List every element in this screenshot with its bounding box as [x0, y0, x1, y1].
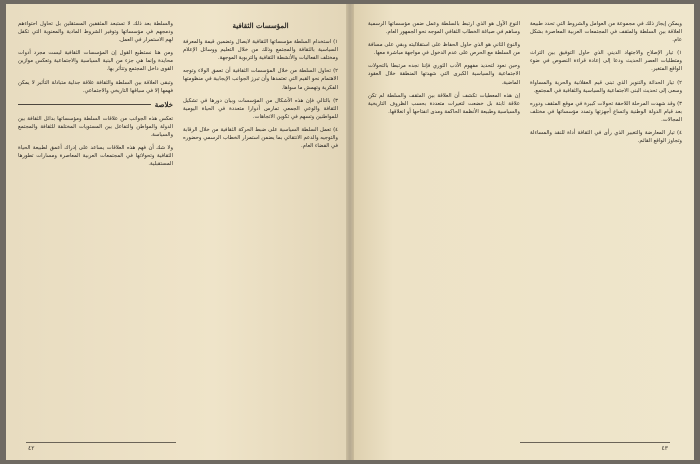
right-page — [352, 4, 694, 460]
paragraph: والنوع الثاني هو الذي حاول الحفاظ على استقلاليته وبقي على مسافة من السلطة مع الحرص على عدم الدخول في مواجهة مباشرة معها. — [368, 42, 520, 57]
right-page-left-column — [368, 20, 520, 432]
paragraph: ولا شك أن فهم هذه العلاقات يساعد على إدراك أعمق لطبيعة الحياة الثقافية وتحولاتها في المجتمعات العربية المعاصرة ومسارات تطورها المستقبلية. — [18, 145, 173, 168]
paragraph: ١) استخدام السلطة مؤسساتها الثقافية لايصال وتضمين قيمة والمعرفة السياسية بالثقافة والمجتمع وذلك من خلال التعليم ووسائل الإعلام ومختلف الفعاليات والأنشطة الثقافية والتربوية الموجهة. — [183, 39, 338, 62]
paragraph: وحين نعود لتحديد مفهوم الأدب الثوري فإننا نجده مرتبطا بالتحولات الاجتماعية والسياسية الكبرى التي شهدتها المنطقة خلال العقود الماضية. — [368, 63, 520, 86]
book-gutter — [346, 4, 354, 460]
conclusion-heading-block — [18, 101, 173, 109]
page-number: ٤٣ — [661, 445, 668, 452]
left-page-left-column — [18, 20, 173, 432]
paragraph: والسلطة بعد ذلك لا تستبعد المثقفين المستقلين بل تحاول احتواءهم ودمجهم في مؤسساتها وتوفير الشروط المادية والمعنوية التي تكفل لهم الاستمرار في العمل. — [18, 21, 173, 44]
heading-rule — [18, 104, 151, 105]
right-page-columns — [368, 20, 682, 432]
paragraph: ٤) تعمل السلطة السياسية على ضبط الحركة الثقافية من خلال الرقابة والتوجيه والدعم الانتقائي بما يضمن استمرار الخطاب الرسمي وحضوره في الفضاء العام. — [183, 126, 338, 150]
paragraph: ومن هنا نستطيع القول إن المؤسسات الثقافية ليست مجرد أدوات محايدة وإنما هي جزء من البنية السياسية والاجتماعية وتعكس موازين القوى داخل المجتمع وتتأثر بها. — [18, 50, 173, 73]
paragraph: ١) تيار الإصلاح والاجتهاد الديني الذي حاول التوفيق بين التراث ومتطلبات العصر الحديث ودعا إلى إعادة قراءة النصوص في ضوء الواقع المتغير. — [530, 50, 682, 73]
left-page-right-column — [183, 20, 338, 432]
page-number: ٤٢ — [28, 445, 35, 452]
paragraph: ٢) تحاول السلطة من خلال المؤسسات الثقافية أن تعمق الولاء وتوجه الاهتمام نحو القيم التي تعتمدها وأن تبرز الجوانب الإيجابية في منظومتها الفكرية وتهمش ما سواها. — [183, 68, 338, 91]
footer-rule — [520, 442, 670, 443]
paragraph: ٢) تيار الحداثة والتنوير الذي تبنى قيم العقلانية والحرية والمساواة وسعى إلى تحديث البنى الاجتماعية والسياسية والثقافية في المجتمع. — [530, 79, 682, 94]
paragraph: وتبقى العلاقة بين السلطة والثقافة علاقة جدلية متبادلة التأثير لا يمكن فهمها إلا في سياقها التاريخي والاجتماعي. — [18, 79, 173, 94]
paragraph: ويمكن إيجاز ذلك في مجموعة من العوامل والشروط التي تحدد طبيعة العلاقة بين السلطة والمثقف في المجتمعات العربية المعاصرة بشكل عام. — [530, 21, 682, 44]
section-heading-cultural-institutions: المؤسسات الثقافية — [232, 21, 289, 30]
left-page-columns — [18, 20, 338, 432]
paragraph: النوع الأول هو الذي ارتبط بالسلطة وعمل ضمن مؤسساتها الرسمية وساهم في صياغة الخطاب الثقافي الموجه نحو الجمهور العام. — [368, 21, 520, 36]
paragraph: ٤) تيار المعارضة والتغيير الذي رأى في الثقافة أداة للنقد والمساءلة وتجاوز الواقع القائم. — [530, 130, 682, 145]
paragraph: ٣) بالتالي فإن هذه الأشكال من المؤسسات وبيان دورها في تشكيل الثقافة والوعي الجمعي تمارس أدوارا متعددة في الحياة اليومية للمواطنين وتسهم في تكوين الاتجاهات. — [183, 97, 338, 120]
right-page-right-column — [530, 20, 682, 432]
paragraph: إن هذه المعطيات تكشف أن العلاقة بين المثقف والسلطة لم تكن علاقة ثابتة بل خضعت لتغيرات متعددة بحسب الظروف التاريخية والسياسية وطبيعة الأنظمة الحاكمة ومدى انفتاحها أو انغلاقها. — [368, 92, 520, 115]
paragraph: ٣) وقد شهدت المرحلة اللاحقة تحولات كبيرة في موقع المثقف ودوره بعد قيام الدولة الوطنية واتساع أجهزتها وتمدد مؤسساتها في مختلف المجالات. — [530, 100, 682, 123]
conclusion-heading: خلاصة — [154, 99, 173, 109]
left-page — [6, 4, 352, 460]
footer-rule — [26, 442, 176, 443]
paragraph: تعكس هذه الجوانب من علاقات السلطة ومؤسساتها بدائل الثقافة بين الدولة والمواطن والتفاعل بين المستويات المختلفة للثقافة والمجتمع والسياسة. — [18, 115, 173, 139]
